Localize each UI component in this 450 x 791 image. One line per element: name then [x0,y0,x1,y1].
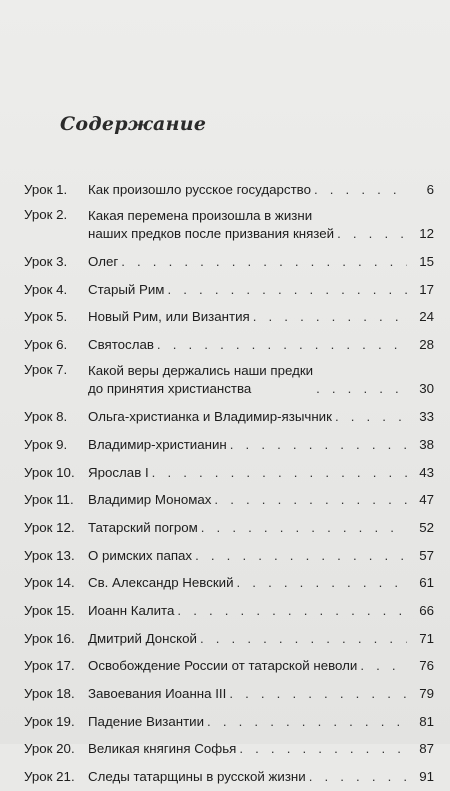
page-number: 71 [419,630,434,646]
page-number: 6 [426,181,434,197]
lesson-title: Падение Византии [88,713,205,729]
lesson-title: Как произошло русское государство [88,181,311,197]
page-number: 12 [419,226,434,242]
lesson-title: Владимир Мономах [88,492,212,508]
toc-entry [24,331,434,359]
lesson-number: Урок 12. [24,519,75,535]
toc-entry [24,204,434,249]
toc-entry [24,542,434,570]
page-number: 43 [419,464,434,480]
dot-leader [195,548,407,563]
dot-leader [152,465,407,480]
toc-entry [24,431,434,459]
lesson-title: Следы татарщины в русской жизни [88,769,306,785]
lesson-number: Урок 10. [24,464,75,480]
lesson-title: Старый Рим [88,281,165,297]
dot-leader [360,658,407,673]
lesson-number: Урок 15. [24,602,75,618]
lesson-number: Урок 17. [24,658,75,674]
dot-leader [167,282,407,297]
toc-entry [24,514,434,542]
lesson-title: Святослав [88,336,154,352]
dot-leader [316,381,407,396]
dot-leader [229,686,407,701]
lesson-title: Олег [88,253,119,269]
lesson-number: Урок 21. [24,769,75,785]
lesson-number: Урок 5. [24,309,68,325]
lesson-title: Какой веры держались наши предки [88,363,314,379]
toc-entry [24,248,434,276]
lesson-title: Дмитрий Донской [88,630,197,646]
dot-leader [309,769,407,784]
lesson-title: Завоевания Иоанна III [88,686,227,701]
page-number: 57 [419,547,434,563]
dot-leader [157,337,407,352]
page-number: 17 [419,281,434,297]
lesson-title: Великая княгиня Софья [88,741,237,757]
lesson-number: Урок 1. [24,181,68,197]
lesson-number: Урок 18. [24,686,75,701]
dot-leader [121,254,407,269]
toc-entry [24,625,434,653]
lesson-number: Урок 14. [24,575,75,591]
lesson-title: Освобождение России от татарской неволи [88,658,358,674]
table-of-contents [24,176,434,791]
lesson-title-continued: до принятия христианства [88,381,252,397]
dot-leader [214,492,407,507]
toc-entry [24,487,434,515]
dot-leader [337,226,407,241]
lesson-number: Урок 4. [24,281,68,297]
page-number: 28 [419,336,434,352]
page-number: 47 [419,492,434,508]
dot-leader [237,575,407,590]
page-number: 91 [419,769,434,785]
lesson-number: Урок 6. [24,336,68,352]
dot-leader [177,603,407,618]
lesson-number: Урок 16. [24,630,75,646]
lesson-number: Урок 11. [24,492,74,508]
dot-leader [335,409,407,424]
page-number: 79 [419,686,434,701]
toc-entry [24,304,434,332]
toc-entry [24,763,434,791]
lesson-title: Иоанн Калита [88,602,175,618]
toc-entry [24,176,434,204]
page-number: 30 [419,381,434,397]
toc-entry [24,653,434,681]
page-number: 61 [419,575,434,591]
lesson-title: Татарский погром [88,519,198,535]
page-number: 15 [419,253,434,269]
dot-leader [201,520,407,535]
dot-leader [200,631,407,646]
page-number: 76 [419,658,434,674]
dot-leader [314,182,407,197]
lesson-title: Новый Рим, или Византия [88,309,250,325]
lesson-title: Владимир-христианин [88,436,227,452]
toc-entry [24,570,434,598]
dot-leader [253,309,407,324]
dot-leader [207,714,407,729]
lesson-title: Св. Александр Невский [88,575,234,591]
lesson-number: Урок 9. [24,436,68,452]
lesson-title: Ярослав I [88,464,149,480]
lesson-number: Урок 8. [24,409,68,425]
toc-entry [24,276,434,304]
lesson-number: Урок 20. [24,741,75,757]
dot-leader [230,437,407,452]
page-number: 87 [419,741,434,757]
toc-entry [24,708,434,736]
lesson-number: Урок 13. [24,547,75,563]
lesson-number: Урок 7. [24,361,68,377]
page-number: 24 [419,309,434,325]
lesson-title-continued: наших предков после призвания князей [88,226,335,242]
toc-entry [24,597,434,625]
lesson-number: Урок 2. [24,206,68,222]
toc-entry [24,736,434,764]
page-number: 33 [419,409,434,425]
lesson-title: Какая перемена произошла в жизни [88,208,313,224]
toc-entry [24,459,434,487]
page-number: 66 [419,602,434,618]
lesson-number: Урок 3. [24,253,68,269]
toc-entry [24,359,434,404]
lesson-title: Ольга-христианка и Владимир-язычник [88,409,332,425]
page-number: 38 [419,436,434,452]
page-number: 81 [419,713,434,729]
page-number: 52 [419,519,434,535]
toc-entry [24,403,434,431]
toc-entry [24,680,434,708]
lesson-title: О римских папах [88,547,193,563]
lesson-number: Урок 19. [24,713,75,729]
contents-heading: Содержание [60,113,207,135]
